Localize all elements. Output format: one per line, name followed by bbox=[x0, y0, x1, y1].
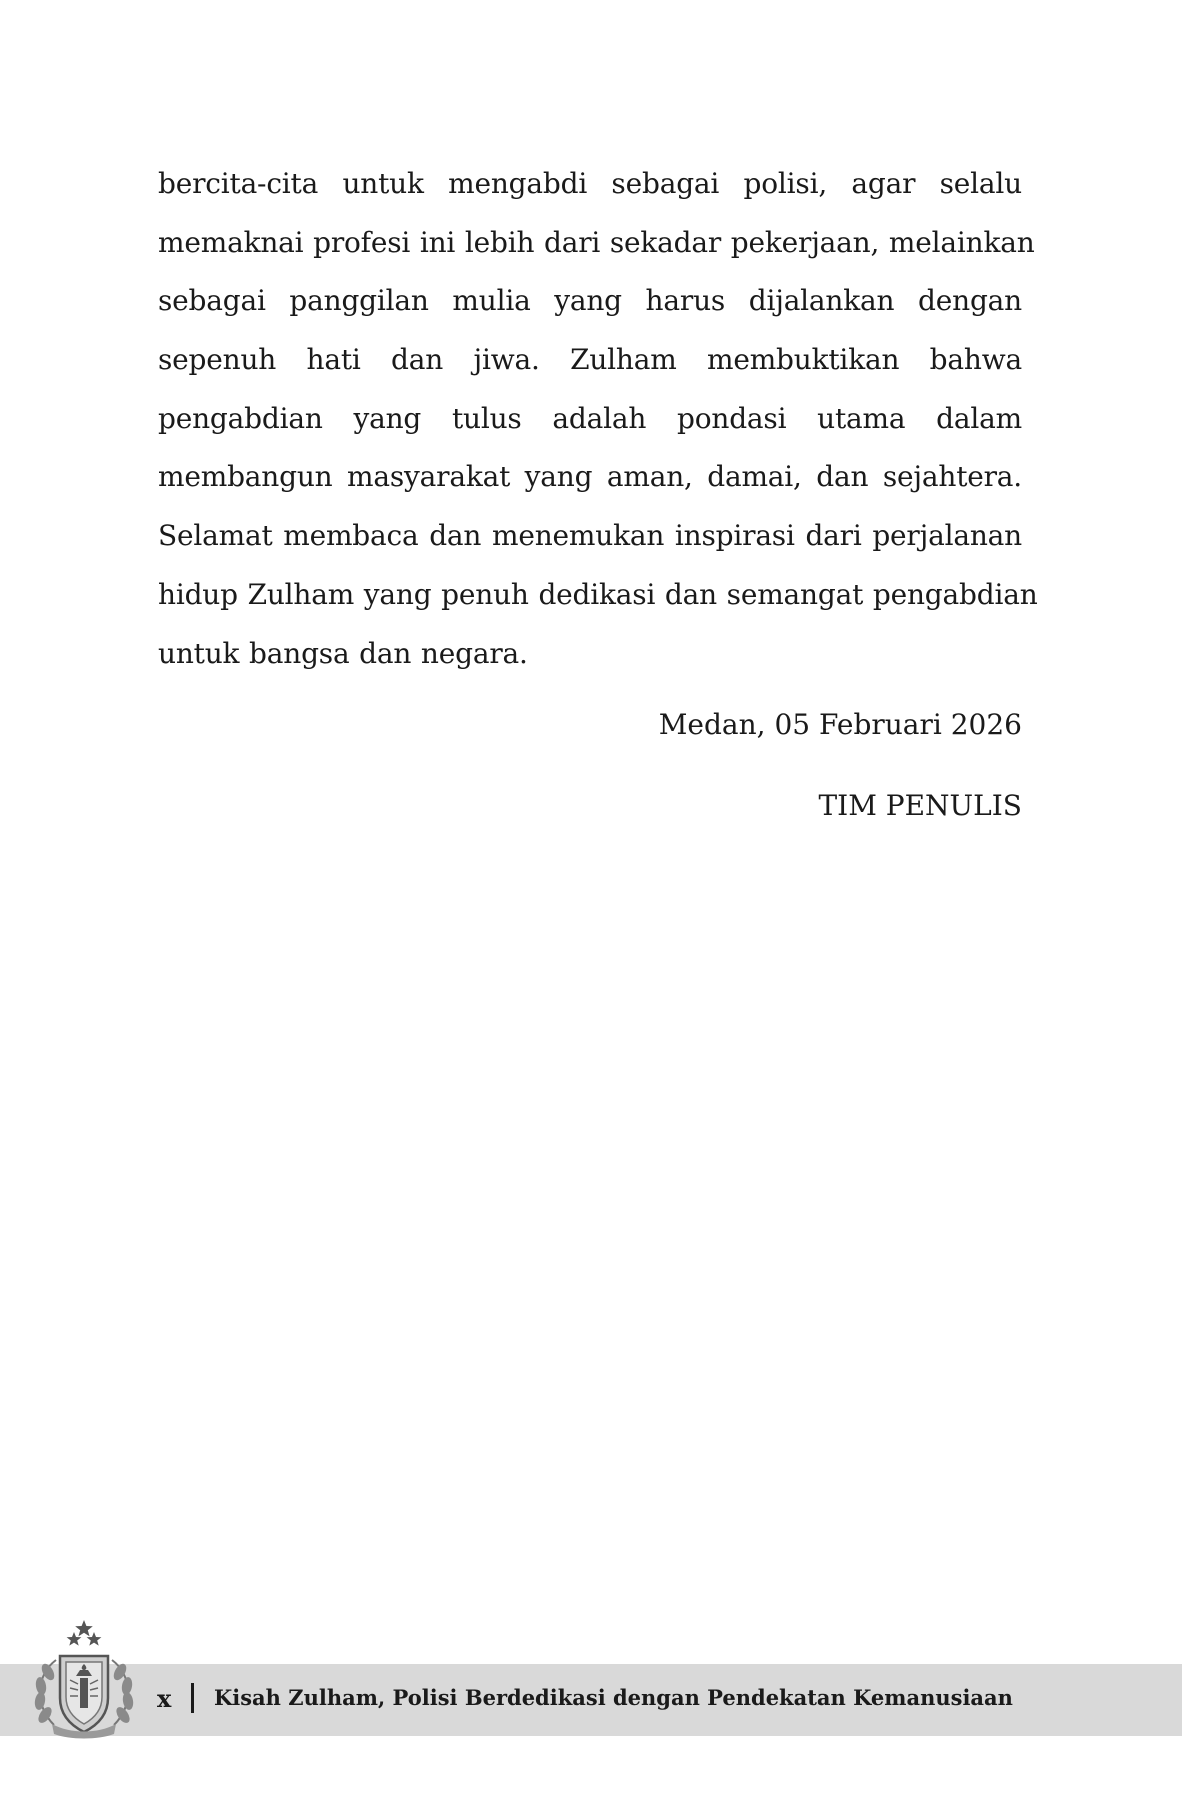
footer-book-title: Kisah Zulham, Polisi Berdedikasi dengan Pendekatan Kemanusiaan bbox=[214, 1685, 1013, 1710]
body-line: untuk bangsa dan negara. bbox=[158, 636, 528, 670]
police-emblem-icon bbox=[26, 1620, 142, 1740]
signoff-author: TIM PENULIS bbox=[818, 789, 1022, 822]
body-line: sebagai panggilan mulia yang harus dijalankan dengan bbox=[158, 284, 1022, 318]
body-line: sepenuh hati dan jiwa. Zulham membuktikan bahwa bbox=[158, 343, 1022, 377]
body-line: Selamat membaca dan menemukan inspirasi dari perjalanan bbox=[158, 519, 1022, 553]
body-line: bercita-cita untuk mengabdi sebagai polisi, agar selalu bbox=[158, 167, 1022, 200]
body-line: hidup Zulham yang penuh dedikasi dan semangat pengabdian bbox=[158, 577, 1038, 611]
footer-page-number: x bbox=[157, 1684, 172, 1713]
body-line: memaknai profesi ini lebih dari sekadar pekerjaan, melainkan bbox=[158, 225, 1035, 259]
signoff-place-date: Medan, 05 Februari 2026 bbox=[658, 708, 1022, 741]
body-line: membangun masyarakat yang aman, damai, dan sejahtera. bbox=[158, 460, 1022, 494]
footer-separator bbox=[191, 1683, 194, 1713]
body-line: pengabdian yang tulus adalah pondasi utama dalam bbox=[158, 401, 1022, 435]
body-paragraph bbox=[158, 155, 1038, 683]
